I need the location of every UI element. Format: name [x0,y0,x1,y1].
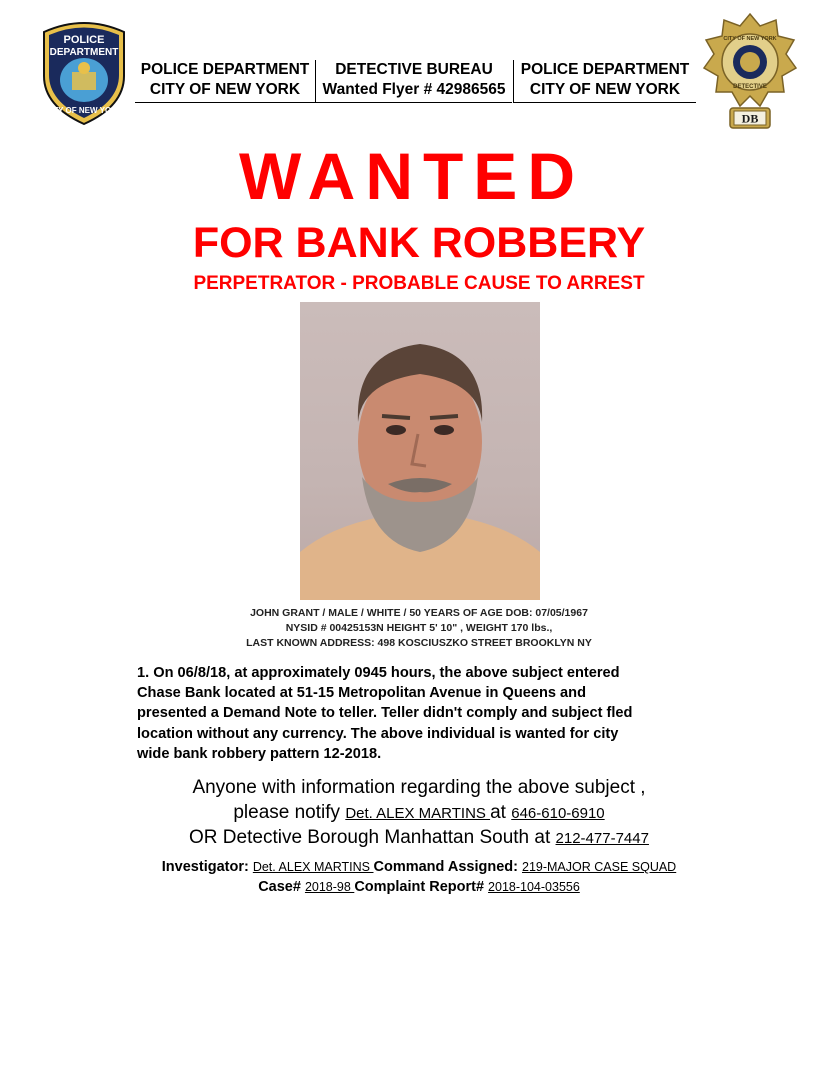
notify-line1: Anyone with information regarding the above subject , [192,777,646,798]
header-right [513,60,696,103]
header-left-line2: CITY OF NEW YORK [149,81,301,98]
title-wanted: WANTED [239,139,585,213]
notify-line3: OR Detective Borough Manhattan South at 212-477-7447 [189,827,649,848]
phone-link-1[interactable]: 646-610-6910 [511,805,605,822]
title-status: PERPETRATOR - PROBABLE CAUSE TO ARREST [193,273,645,294]
header-left-line1: POLICE DEPARTMENT [140,61,310,78]
narrative-line: presented a Demand Note to teller. Teller didn't comply and subject fled [137,705,633,722]
investigator-link[interactable]: Det. ALEX MARTINS [252,860,374,874]
flyer-number: 42986565 [436,81,506,98]
narrative-line: location without any currency. The above individual is wanted for city [137,725,619,742]
title-crime: FOR BANK ROBBERY [192,219,646,267]
suspect-photo [300,302,540,600]
incident-narrative [137,663,697,764]
command-link[interactable]: 219-MAJOR CASE SQUAD [522,860,677,874]
complaint-report-link[interactable]: 2018-104-03556 [488,880,580,894]
footer-line2: Case# 2018-98 Complaint Report# 2018-104-03556 [258,879,580,895]
header-left [135,60,316,103]
narrative-line: Chase Bank located at 51-15 Metropolitan Avenue in Queens and [137,685,587,702]
nypd-patch-logo [38,18,130,126]
detective-badge-logo [700,12,800,132]
header-right-line2: CITY OF NEW YORK [529,81,681,98]
svg-text:CITY OF NEW YORK: CITY OF NEW YORK [723,36,777,42]
notify-line2: please notify Det. ALEX MARTINS at 646-610-6910 [233,802,605,823]
subject-line2: NYSID # 00425153N HEIGHT 5' 10" , WEIGHT 170 lbs., [285,622,553,634]
svg-text:DETECTIVE: DETECTIVE [733,84,767,90]
narrative-line: 1. On 06/8/18, at approximately 0945 hours, the above subject entered [137,665,620,681]
subject-line1: JOHN GRANT / MALE / WHITE / 50 YEARS OF AGE DOB: 07/05/1967 [250,607,588,619]
svg-text:CITY OF NEW YORK: CITY OF NEW YORK [45,106,123,115]
footer-line1: Investigator: Det. ALEX MARTINS Command Assigned: 219-MAJOR CASE SQUAD [161,859,677,875]
header-center [316,60,512,103]
header-center-line1: DETECTIVE BUREAU [335,61,493,78]
header-center-line2: Wanted Flyer # 42986565 [322,81,506,98]
case-number-link[interactable]: 2018-98 [304,880,355,894]
detective-name-link[interactable]: Det. ALEX MARTINS [345,805,491,822]
header-right-line1: POLICE DEPARTMENT [520,61,690,78]
narrative-line: wide bank robbery pattern 12-2018. [137,745,382,762]
svg-text:DB: DB [741,111,759,126]
subject-line3: LAST KNOWN ADDRESS: 498 KOSCIUSZKO STREET BROOKLYN NY [246,637,592,649]
svg-text:POLICE: POLICE [63,34,105,46]
phone-link-2[interactable]: 212-477-7447 [555,830,649,847]
svg-text:DEPARTMENT: DEPARTMENT [49,47,119,58]
